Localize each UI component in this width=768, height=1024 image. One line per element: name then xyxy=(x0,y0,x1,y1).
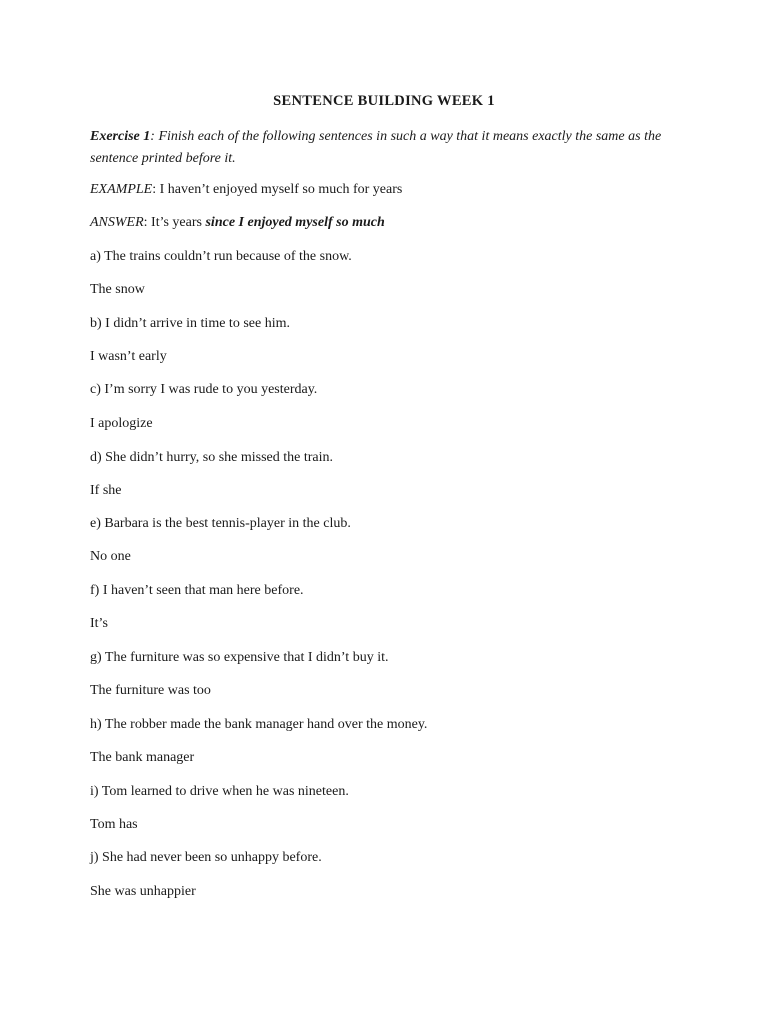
answer-label: ANSWER xyxy=(90,215,144,230)
item-f-starter: It’s xyxy=(90,616,108,631)
exercise-instruction xyxy=(90,126,690,170)
exercise-instruction-text: Finish each of the following sentences in such a way that it means exactly the same as the sentence printed before it. xyxy=(90,129,662,166)
item-d-prompt: d) She didn’t hurry, so she missed the train. xyxy=(90,450,334,465)
answer-line xyxy=(90,214,385,231)
item-b-prompt: b) I didn’t arrive in time to see him. xyxy=(90,316,290,331)
document-title: SENTENCE BUILDING WEEK 1 xyxy=(273,93,495,109)
item-j-starter: She was unhappier xyxy=(90,884,196,899)
item-d-starter: If she xyxy=(90,483,122,498)
item-c-prompt: c) I’m sorry I was rude to you yesterday. xyxy=(90,382,318,397)
example-colon: : xyxy=(152,182,157,197)
item-i-starter: Tom has xyxy=(90,817,138,832)
item-h-prompt: h) The robber made the bank manager hand over the money. xyxy=(90,717,428,732)
item-j-prompt: j) She had never been so unhappy before. xyxy=(90,850,322,865)
item-f-prompt: f) I haven’t seen that man here before. xyxy=(90,583,304,598)
example-text: I haven’t enjoyed myself so much for years xyxy=(156,182,403,197)
answer-colon: : xyxy=(143,215,148,230)
item-c-starter: I apologize xyxy=(90,416,153,431)
example-label: EXAMPLE xyxy=(90,182,153,197)
item-g-starter: The furniture was too xyxy=(90,683,211,698)
example-line xyxy=(90,181,402,198)
item-h-starter: The bank manager xyxy=(90,750,195,765)
exercise-colon: : xyxy=(150,129,155,144)
item-a-prompt: a) The trains couldn’t run because of the snow. xyxy=(90,249,352,264)
exercise-label: Exercise 1 xyxy=(90,129,151,144)
item-b-starter: I wasn’t early xyxy=(90,349,167,364)
item-a-starter: The snow xyxy=(90,282,145,297)
answer-text: It’s years xyxy=(147,215,206,230)
item-g-prompt: g) The furniture was so expensive that I didn’t buy it. xyxy=(90,650,389,665)
item-e-prompt: e) Barbara is the best tennis-player in the club. xyxy=(90,516,351,531)
item-e-starter: No one xyxy=(90,549,131,564)
item-i-prompt: i) Tom learned to drive when he was nineteen. xyxy=(90,784,349,799)
answer-bold-text: since I enjoyed myself so much xyxy=(205,215,385,230)
